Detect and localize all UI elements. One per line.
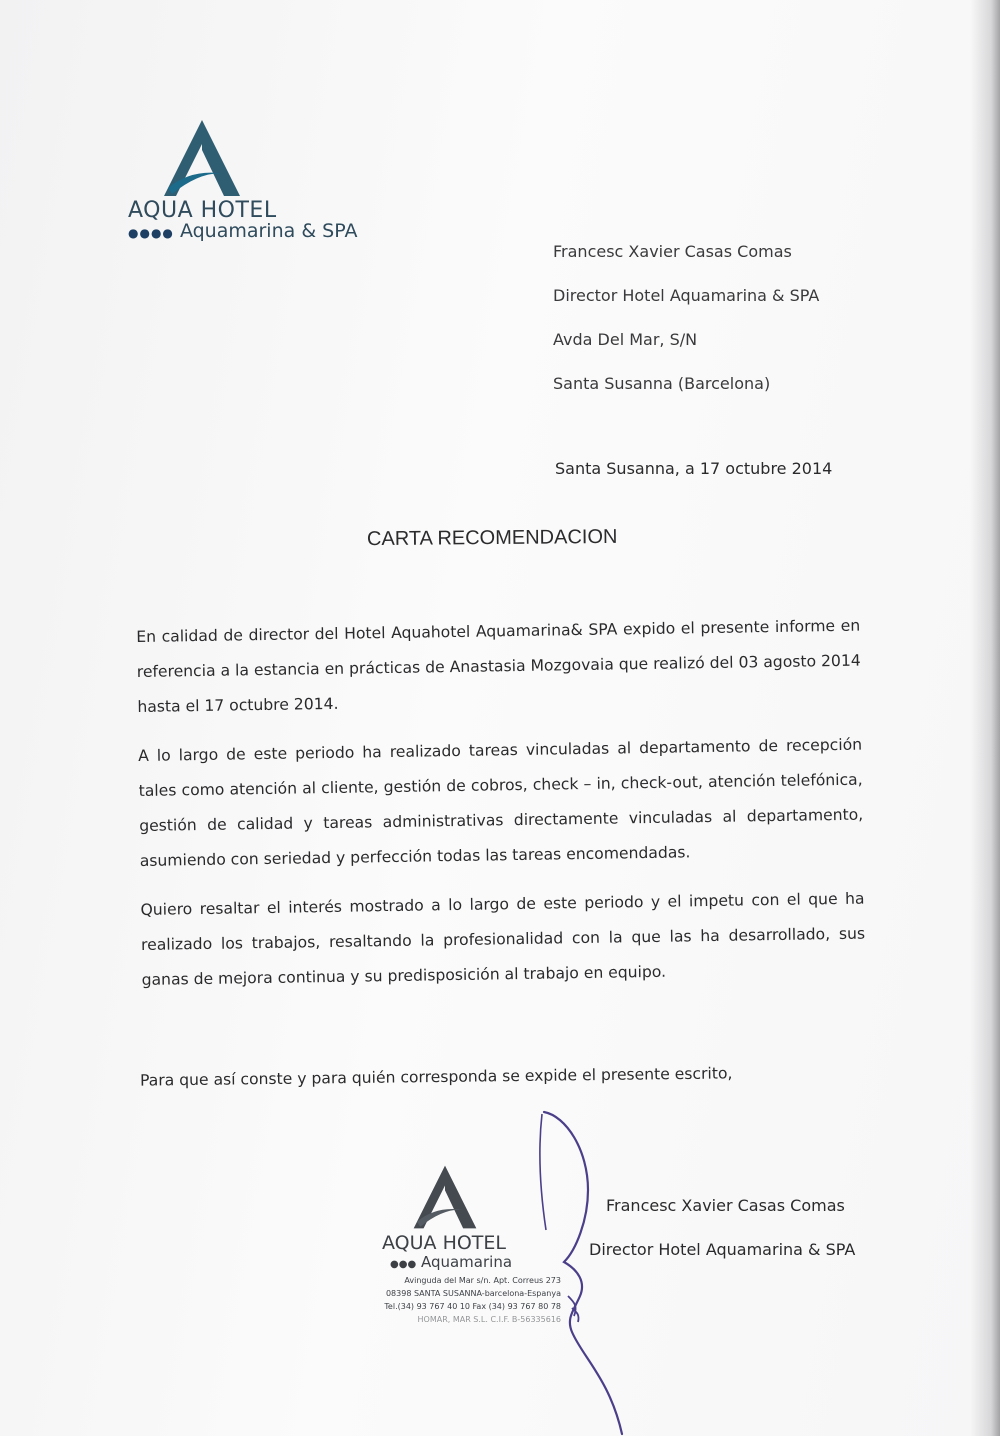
letter-date: Santa Susanna, a 17 octubre 2014 <box>555 459 833 478</box>
letter-title: CARTA RECOMENDACION <box>366 525 618 551</box>
handwritten-signature <box>530 1110 650 1436</box>
logo-brand: AQUA HOTEL <box>128 198 277 223</box>
letter-body <box>136 609 866 1012</box>
logo-dots: ●●●● <box>128 226 174 240</box>
paragraph: Quiero resaltar el interés mostrado a lo largo de este periodo y el impetu con el que ha realizado los trabajos, resaltando la profesionalidad con la que las ha desarrollado, sus ganas de mejora continua y su predisposición al trabajo en equipo. <box>140 889 866 989</box>
stamp-brand: AQUA HOTEL <box>382 1232 507 1254</box>
stamp-line: 08398 SANTA SUSANNA-barcelona-Espanya <box>385 1289 561 1298</box>
sender-street: Avda Del Mar, S/N <box>553 330 698 349</box>
sender-name: Francesc Xavier Casas Comas <box>553 242 792 261</box>
stamp-line: Avinguda del Mar s/n. Apt. Correus 273 <box>404 1276 561 1285</box>
stamp-subtitle <box>390 1253 512 1271</box>
paragraph: A lo largo de este periodo ha realizado tareas vinculadas al departamento de recepción tales como atención al cliente, gestión de cobros, check – in, check-out, atención telefónica, gestión de calidad y tareas administrativas directamente vinculadas al departamento, asumiendo con seriedad y perfección todas las tareas encomendadas. <box>137 735 864 870</box>
stamp-line: Tel.(34) 93 767 40 10 Fax (34) 93 767 80 78 <box>384 1302 561 1311</box>
stamp-line: HOMAR, MAR S.L. C.I.F. B-56335616 <box>417 1315 561 1324</box>
sender-city: Santa Susanna (Barcelona) <box>553 374 771 393</box>
paragraph: En calidad de director del Hotel Aquahotel Aquamarina& SPA expido el presente informe en referencia a la estancia en prácticas de Anastasia Mozgovaia que realizó del 03 agosto 2014 hasta el 17 octubre 2014. <box>136 616 861 716</box>
signatory-name: Francesc Xavier Casas Comas <box>606 1196 845 1215</box>
stamp-logo-icon <box>410 1164 480 1230</box>
logo-sub-text: Aquamarina & SPA <box>179 220 358 242</box>
logo-subtitle <box>128 220 357 242</box>
logo-triangle-icon <box>162 118 242 198</box>
stamp-dots: ●●● <box>390 1259 417 1270</box>
sender-position: Director Hotel Aquamarina & SPA <box>553 286 820 305</box>
closing-line: Para que así conste y para quién corresponda se expide el presente escrito, <box>139 1064 733 1090</box>
stamp-sub-text: Aquamarina <box>420 1253 513 1271</box>
sender-address <box>553 240 819 416</box>
page-fold-shadow <box>970 0 1000 1436</box>
signatory-position: Director Hotel Aquamarina & SPA <box>589 1240 856 1259</box>
